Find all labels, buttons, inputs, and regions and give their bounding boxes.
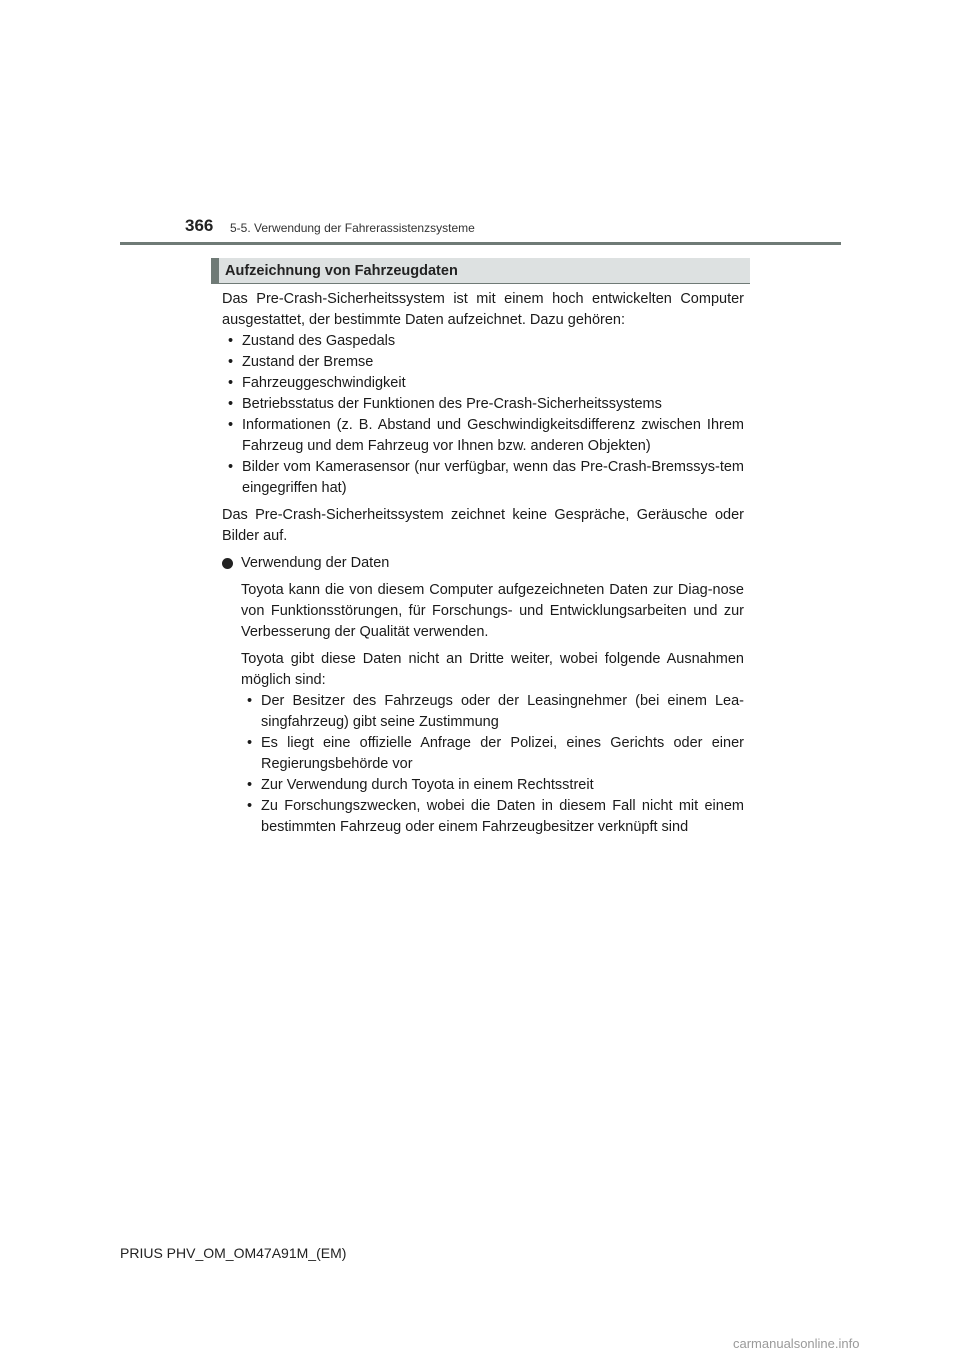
recorded-data-list <box>222 331 744 499</box>
watermark: carmanualsonline.info <box>733 1336 860 1351</box>
list-item: • Betriebsstatus der Funktionen des Pre-Crash-Sicherheitssystems <box>222 394 744 415</box>
exceptions-list <box>241 691 744 838</box>
list-item: • Zur Verwendung durch Toyota in einem Rechtsstreit <box>241 775 744 796</box>
header-rule <box>120 242 841 245</box>
list-item: • Zustand des Gaspedals <box>222 331 744 352</box>
list-item: • Der Besitzer des Fahrzeugs oder der Leasingnehmer (bei einem Lea-singfahrzeug) gibt seine Zustimmung <box>241 691 744 733</box>
usage-heading <box>222 553 744 574</box>
footer-doc-code: PRIUS PHV_OM_OM47A91M_(EM) <box>120 1245 347 1261</box>
content <box>222 289 744 838</box>
list-item: • Es liegt eine offizielle Anfrage der Polizei, eines Gerichts oder einer Regierungsbehörde vor <box>241 733 744 775</box>
exceptions-paragraph: Toyota gibt diese Daten nicht an Dritte weiter, wobei folgende Ausnahmen möglich sind: <box>241 651 744 688</box>
list-item: • Bilder vom Kamerasensor (nur verfügbar, wenn das Pre-Crash-Bremssys-tem eingegriffen hat) <box>222 457 744 499</box>
intro-paragraph: Das Pre-Crash-Sicherheitssystem ist mit einem hoch entwickelten Computer ausgestattet, der bestimmte Daten aufzeichnet. Dazu gehören: <box>222 291 744 328</box>
bullet-dot-icon <box>222 558 233 569</box>
usage-section <box>241 580 744 838</box>
list-item: • Zustand der Bremse <box>222 352 744 373</box>
page-number: 366 <box>185 216 214 235</box>
no-record-paragraph: Das Pre-Crash-Sicherheitssystem zeichnet keine Gespräche, Geräusche oder Bilder auf. <box>222 507 744 544</box>
usage-paragraph: Toyota kann die von diesem Computer aufgezeichneten Daten zur Diag-nose von Funktionsstörungen, für Forschungs- und Entwicklungsarbeiten und zur Verbesserung der Qualität verwenden. <box>241 582 744 640</box>
list-item: • Fahrzeuggeschwindigkeit <box>222 373 744 394</box>
list-item: • Zu Forschungszwecken, wobei die Daten in diesem Fall nicht mit einem bestimmten Fahrzeug oder einem Fahrzeugbesitzer verknüpft sind <box>241 796 744 838</box>
subsection-title: Aufzeichnung von Fahrzeugdaten <box>211 258 750 284</box>
list-item: • Informationen (z. B. Abstand und Geschwindigkeitsdifferenz zwischen Ihrem Fahrzeug und dem Fahrzeug vor Ihnen bzw. anderen Objekten) <box>222 415 744 457</box>
section-path: 5-5. Verwendung der Fahrerassistenzsysteme <box>230 221 475 235</box>
usage-heading-label: Verwendung der Daten <box>241 555 390 571</box>
